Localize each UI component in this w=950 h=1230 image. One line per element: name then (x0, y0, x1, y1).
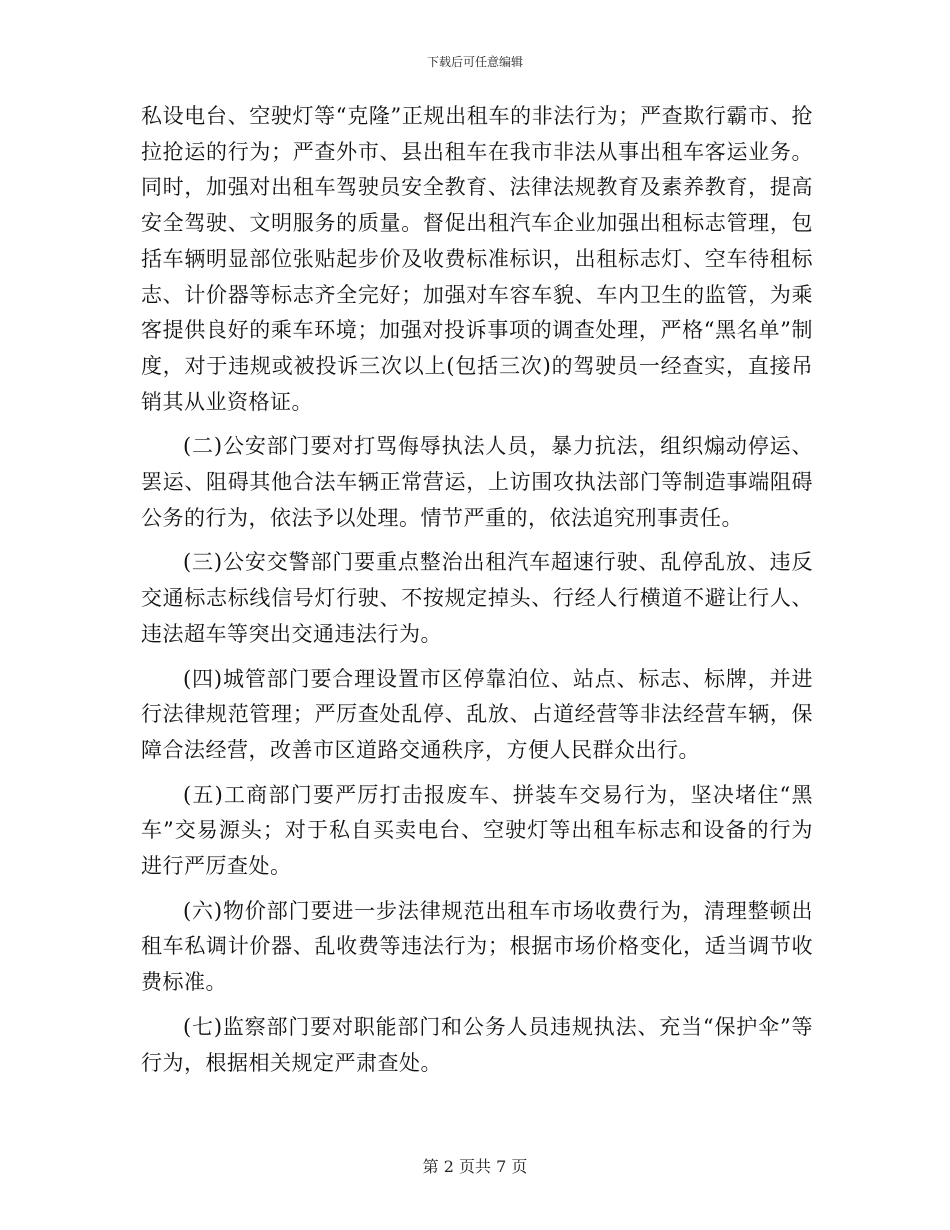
paragraph-price-bureau: (六)物价部门要进一步法律规范出租车市场收费行为，清理整顿出租车私调计价器、乱收费等违法行为；根据市场价格变化，适当调节收费标准。 (141, 898, 813, 995)
page-header: 下载后可任意编辑 (426, 55, 523, 69)
paragraph-industry-commerce: (五)工商部门要严厉打击报废车、拼装车交易行为，坚决堵住“黑车”交易源头；对于私自买卖电台、空驶灯等出租车标志和设备的行为进行严厉查处。 (141, 782, 813, 879)
paragraph-supervision: (七)监察部门要对职能部门和公务人员违规执法、充当“保护伞”等行为，根据相关规定严肃查处。 (141, 1014, 813, 1075)
page-footer: 第 2 页共 7 页 (422, 1157, 528, 1176)
paragraph-continuation: 私设电台、空驶灯等“克隆”正规出租车的非法行为；严查欺行霸市、抢拉抢运的行为；严查外市、县出租车在我市非法从事出租车客运业务。同时，加强对出租车驾驶员安全教育、法律法规教育及素养教育，提高安全驾驶、文明服务的质量。督促出租汽车企业加强出租标志管理，包括车辆明显部位张贴起步价及收费标准标识，出租标志灯、空车待租标志、计价器等标志齐全完好；加强对车容车貌、车内卫生的监管，为乘客提供良好的乘车环境；加强对投诉事项的调查处理，严格“黑名单”制度，对于违规或被投诉三次以上(包括三次)的驾驶员一经查实，直接吊销其从业资格证。 (141, 104, 813, 414)
paragraph-traffic-police: (三)公安交警部门要重点整治出租汽车超速行驶、乱停乱放、违反交通标志标线信号灯行驶、不按规定掉头、行经人行横道不避让行人、违法超车等突出交通违法行为。 (141, 550, 813, 646)
paragraph-public-security: (二)公安部门要对打骂侮辱执法人员，暴力抗法，组织煽动停运、罢运、阻碍其他合法车辆正常营运，上访围攻执法部门等制造事端阻碍公务的行为，依法予以处理。情节严重的，依法追究刑事责任。 (141, 434, 813, 530)
paragraph-urban-management: (四)城管部门要合理设置市区停靠泊位、站点、标志、标牌，并进行法律规范管理；严厉查处乱停、乱放、占道经营等非法经营车辆，保障合法经营，改善市区道路交通秩序，方便人民群众出行。 (141, 666, 813, 762)
document-body (141, 99, 813, 1090)
